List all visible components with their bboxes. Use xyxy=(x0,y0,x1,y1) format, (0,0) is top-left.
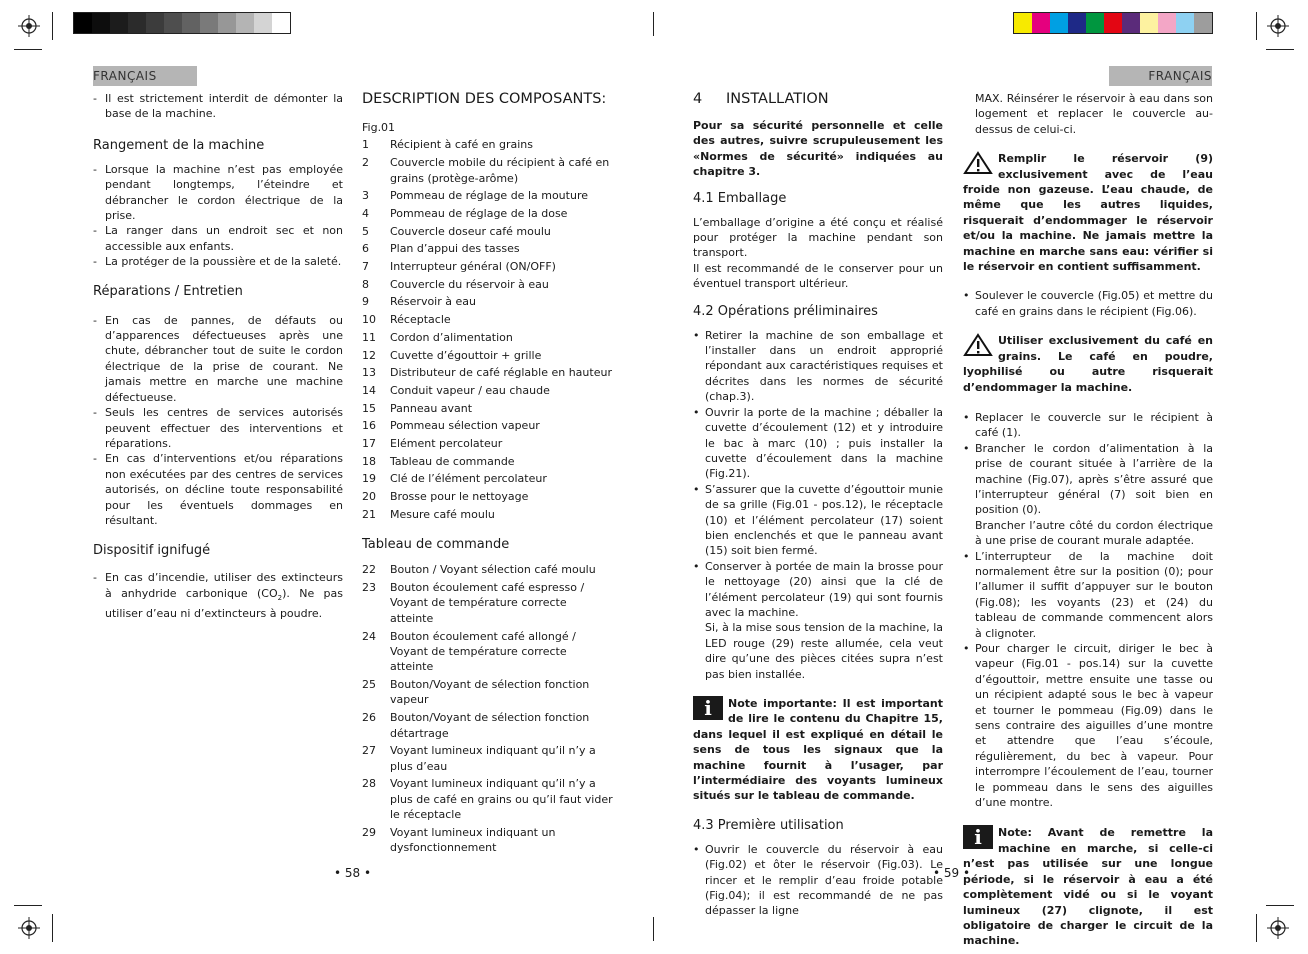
warning-note: Remplir le réservoir (9) exclusivement avec de l’eau froide non gazeuse. L’eau chaude, de même que les autres liquides, risquerait d’endommager le réservoir et/ou la machine. Ne jamais mettre la machine en marche sans eau: vérifier si le réservoir en contient suffisamment. xyxy=(963,152,1213,274)
component-item: 23 Bouton écoulement café espresso / Voyant de température correcte atteinte xyxy=(362,580,585,625)
registration-mark-icon xyxy=(18,917,40,939)
component-item: 26 Bouton/Voyant de sélection fonction détartrage xyxy=(362,711,590,740)
language-tab-left: FRANÇAIS xyxy=(93,66,197,86)
color-swatch xyxy=(1050,13,1068,33)
section-title: 4.1 Emballage xyxy=(693,190,787,206)
component-item: 8 Couvercle du réservoir à eau xyxy=(362,277,549,291)
component-item: 28 Voyant lumineux indiquant qu’il n’y a plus de café en grains ou qu’il faut vider le réceptacle xyxy=(362,777,613,822)
component-item: 5 Couvercle doseur café moulu xyxy=(362,224,551,238)
figure-reference: Fig.01 xyxy=(362,121,396,134)
info-icon: i xyxy=(963,825,993,849)
section-title: Dispositif ignifugé xyxy=(93,543,211,559)
list-item: - En cas d’interventions et/ou réparations non exécutées par des centres de services autorisés, on décline toute responsabilité pour les éventuels dommages en résultant. xyxy=(93,452,343,527)
paragraph: L’emballage d’origine a été conçu et réalisé pour protéger la machine pendant son transport. xyxy=(693,215,943,260)
column-components xyxy=(362,91,613,858)
process-color-bar xyxy=(1013,12,1213,34)
list-item: - Lorsque la machine n’est pas employée pendant longtemps, l’éteindre et débrancher le cordon électrique de la prise. xyxy=(93,162,343,223)
color-swatch xyxy=(218,13,236,33)
list-item: • Replacer le couvercle sur le récipient à café (1). xyxy=(963,410,1213,440)
list-item: - La ranger dans un endroit sec et non accessible aux enfants. xyxy=(93,224,343,253)
color-swatch xyxy=(182,13,200,33)
registration-mark-icon xyxy=(18,15,40,37)
component-item: 17 Elément percolateur xyxy=(362,437,503,451)
color-swatch xyxy=(200,13,218,33)
column-safety xyxy=(93,91,343,622)
component-item: 16 Pommeau sélection vapeur xyxy=(362,419,540,433)
section-title: 4.2 Opérations préliminaires xyxy=(693,303,878,319)
color-swatch xyxy=(146,13,164,33)
list-item: • Conserver à portée de main la brosse pour le nettoyage (20) ainsi que la clé de l’élément percolateur (19) qui sont fournis avec la machine. xyxy=(693,559,943,619)
list-item: - En cas d’incendie, utiliser des extincteurs à anhydride carbonique $(CO_2)$. Ne pas utiliser d’eau ni d’extincteurs à poudre. xyxy=(93,571,344,621)
color-swatch xyxy=(1176,13,1194,33)
crop-mark xyxy=(1266,49,1294,50)
list-item: • Retirer la machine de son emballage et l’installer dans un endroit approprié répondant aux caractéristiques requises et décrites dans les normes de sécurité (chap.3). xyxy=(693,328,943,404)
color-swatch xyxy=(1122,13,1140,33)
list-item: - En cas de pannes, de défauts ou d’apparences défectueuses après une chute, débrancher tout de suite le cordon électrique de la prise de courant. Ne jamais mettre en marche une machine défectueuse. xyxy=(93,313,343,404)
color-swatch xyxy=(1158,13,1176,33)
crop-mark xyxy=(1256,914,1257,942)
crop-mark xyxy=(52,914,53,942)
color-swatch xyxy=(1104,13,1122,33)
crop-mark xyxy=(1266,905,1294,906)
grayscale-color-bar xyxy=(73,12,291,34)
page-number: • 58 • xyxy=(334,866,372,880)
crop-mark xyxy=(14,905,42,906)
list-item: - Il est strictement interdit de démonter la base de la machine. xyxy=(93,92,343,121)
component-item: 21 Mesure café moulu xyxy=(362,507,495,521)
intro-paragraph: Pour sa sécurité personnelle et celle des autres, suivre scrupuleusement les «Normes de sécurité» indiquées au chapitre 3. xyxy=(693,119,943,179)
column-installation xyxy=(693,91,943,919)
fold-mark xyxy=(653,12,654,36)
color-swatch xyxy=(1032,13,1050,33)
color-swatch xyxy=(1086,13,1104,33)
list-item: - Seuls les centres de services autorisés peuvent effectuer des interventions et réparations. xyxy=(93,406,343,450)
list-item: - La protéger de la poussière et de la saleté. xyxy=(93,255,342,269)
component-item: 4 Pommeau de réglage de la dose xyxy=(362,206,568,220)
component-item: 3 Pommeau de réglage de la mouture xyxy=(362,189,588,203)
component-item: 7 Interrupteur général (ON/OFF) xyxy=(362,260,556,274)
fold-mark xyxy=(653,917,654,941)
list-item: • Pour charger le circuit, diriger le bec à vapeur (Fig.01 - pos.14) sur la cuvette d’égouttoir, mettre ensuite une tasse ou un récipient adapté sous le bec à vapeur et tourner le pommeau (Fig.09) dans le sens contraire des aiguilles d’une montre et attendre que l’eau s’écoule, régulièrement, du bec à vapeur. Pour interrompre l’écoulement de l’eau, tourner le pommeau dans le sens des aiguilles d’une montre. xyxy=(963,642,1213,810)
color-swatch xyxy=(110,13,128,33)
page-number: • 59 • xyxy=(933,866,971,880)
component-item: 9 Réservoir à eau xyxy=(362,295,476,309)
section-title: Réparations / Entretien xyxy=(93,283,243,299)
color-swatch xyxy=(254,13,272,33)
color-swatch xyxy=(1014,13,1032,33)
component-item: 19 Clé de l’élément percolateur xyxy=(362,472,547,486)
warning-note: Utiliser exclusivement du café en grains. Le café en poudre, lyophilisé ou autre risquerait d’endommager la machine. xyxy=(963,334,1213,394)
important-note: i Note: Avant de remettre la machine en marche, si celle-ci n’est pas utilisée sur une longue période, si le réservoir à eau a été complètement vidé ou si le voyant lumineux (27) clignote, il est obligatoire de charger le circuit de la machine. xyxy=(963,825,1213,948)
component-item: 27 Voyant lumineux indiquant qu’il n’y a plus d’eau xyxy=(362,744,596,773)
language-tab-right: FRANÇAIS xyxy=(1109,66,1212,86)
component-item: 6 Plan d’appui des tasses xyxy=(362,242,520,256)
color-swatch xyxy=(1068,13,1086,33)
registration-mark-icon xyxy=(1267,917,1289,939)
color-swatch xyxy=(272,13,290,33)
component-item: 20 Brosse pour le nettoyage xyxy=(362,490,529,504)
paragraph: Brancher l’autre côté du cordon électrique à une prise de courant murale adaptée. xyxy=(975,518,1213,548)
component-item: 29 Voyant lumineux indiquant un dysfonctionnement xyxy=(362,825,556,855)
list-item: • Soulever le couvercle (Fig.05) et mettre du café en grains dans le récipient (Fig.06). xyxy=(963,289,1213,318)
list-item: • Ouvrir le couvercle du réservoir à eau (Fig.02) et ôter le réservoir (Fig.03). Le rincer et le remplir d’eau froide potable (Fig.04); il est recommandé de ne pas dépasser la ligne xyxy=(693,842,943,918)
crop-mark xyxy=(52,12,53,40)
component-item: 25 Bouton/Voyant de sélection fonction vapeur xyxy=(362,678,590,707)
component-item: 10 Réceptacle xyxy=(362,313,451,327)
paragraph: Il est recommandé de le conserver pour un éventuel transport ultérieur. xyxy=(693,261,943,291)
section-title: Rangement de la machine xyxy=(93,137,265,153)
component-item: 13 Distributeur de café réglable en hauteur xyxy=(362,366,612,380)
color-swatch xyxy=(128,13,146,33)
important-note: i Note importante: Il est important de lire le contenu du Chapitre 15, dans lequel il est expliqué en détail le sens de tous les signaux que la machine fournit à l’usager, par l’intermédiaire des voyants lumineux situés sur le tableau de commande. xyxy=(693,696,943,803)
component-item: 18 Tableau de commande xyxy=(362,454,515,468)
list-item: • S’assurer que la cuvette d’égouttoir munie de sa grille (Fig.01 - pos.12), le réceptacle (10) et l’élément percolateur (17) soient bien enclenchés et que le panneau avant (15) soit bien fermé. xyxy=(693,482,943,558)
color-swatch xyxy=(74,13,92,33)
registration-mark-icon xyxy=(1267,15,1289,37)
color-swatch xyxy=(92,13,110,33)
component-item: 22 Bouton / Voyant sélection café moulu xyxy=(362,563,596,577)
color-swatch xyxy=(1194,13,1212,33)
column-installation-cont xyxy=(963,91,1213,949)
color-swatch xyxy=(1140,13,1158,33)
color-swatch xyxy=(236,13,254,33)
crop-mark xyxy=(1256,12,1257,40)
list-item: • Brancher le cordon d’alimentation à la prise de courant située à l’arrière de la machine (Fig.07), après s’être assuré que l’interrupteur général (7) soit bien en position (0). xyxy=(963,441,1213,517)
crop-mark xyxy=(14,49,42,50)
component-item: 1 Récipient à café en grains xyxy=(362,138,534,152)
section-heading: DESCRIPTION DES COMPOSANTS: xyxy=(362,91,607,107)
list-item: • Ouvrir la porte de la machine ; déballer la cuvette d’écoulement (12) et y introduire le bac à marc (10) ; puis installer la cuvette d’écoulement dans la machine (Fig.21). xyxy=(693,405,943,481)
list-item: • L’interrupteur de la machine doit normalement être sur la position (0); pour l’allumer il suffit d’appuyer sur le bouton (Fig.08); les voyants (23) et (24) du tableau de commande commencent alors à clignoter. xyxy=(963,549,1213,640)
paragraph: Si, à la mise sous tension de la machine, la LED rouge (29) reste allumée, cela veut dire qu’une des pièces citées supra n’est pas bien installée. xyxy=(705,621,943,681)
chapter-heading: 4 INSTALLATION xyxy=(693,91,829,107)
warning-icon xyxy=(963,151,993,175)
section-title: Tableau de commande xyxy=(362,537,510,553)
component-item: 2 Couvercle mobile du récipient à café en grains (protège-arôme) xyxy=(362,156,610,185)
color-swatch xyxy=(164,13,182,33)
info-icon: i xyxy=(693,696,723,720)
component-item: 12 Cuvette d’égouttoir + grille xyxy=(362,348,542,362)
component-item: 15 Panneau avant xyxy=(362,401,473,415)
paragraph: MAX. Réinsérer le réservoir à eau dans son logement et replacer le couvercle au-dessus de celui-ci. xyxy=(975,92,1213,136)
component-item: 11 Cordon d’alimentation xyxy=(362,330,513,344)
warning-icon xyxy=(963,333,993,357)
component-item: 14 Conduit vapeur / eau chaude xyxy=(362,383,550,397)
component-item: 24 Bouton écoulement café allongé / Voyant de température correcte atteinte xyxy=(362,629,576,674)
section-title: 4.3 Première utilisation xyxy=(693,817,844,833)
